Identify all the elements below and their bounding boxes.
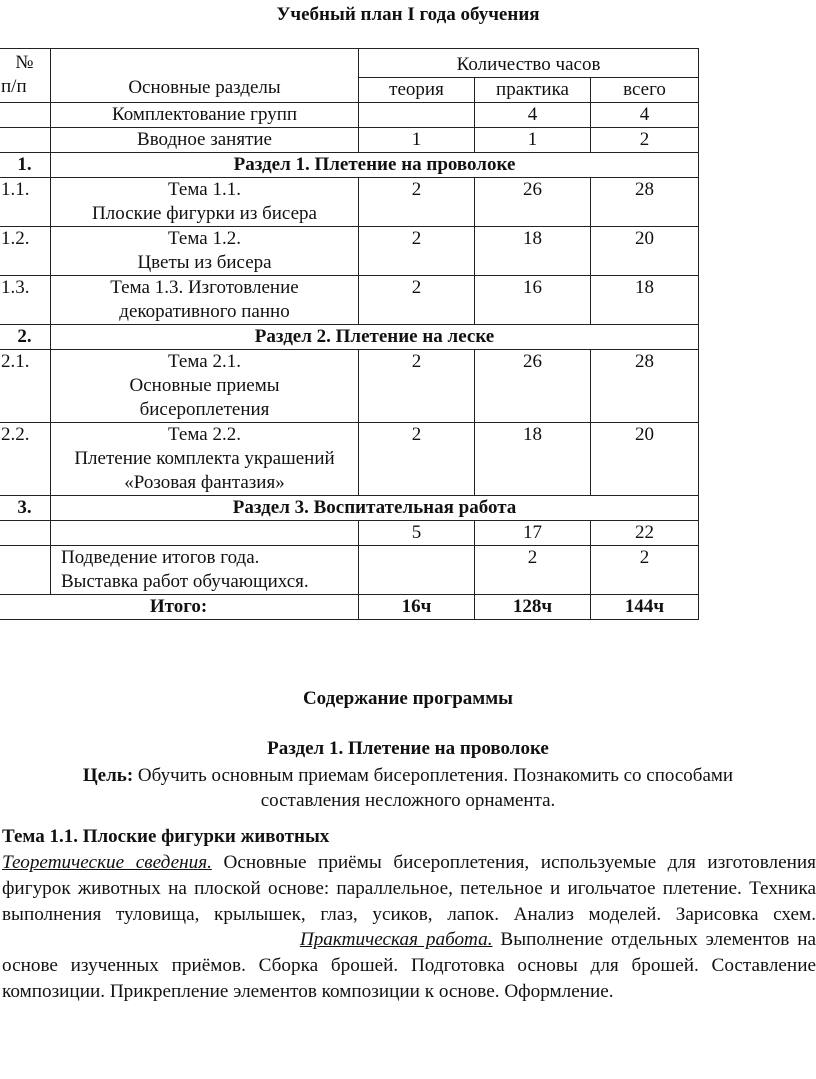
theory-label: Теоретические сведения. [2, 852, 212, 873]
section-row [0, 325, 699, 350]
table-row [0, 103, 699, 128]
row-total: 28 [591, 178, 699, 227]
practice-label: Практическая работа. [299, 929, 493, 951]
row-practice: 16 [475, 276, 591, 325]
table-row [0, 521, 699, 546]
row-practice: 4 [475, 103, 591, 128]
row-total: 18 [591, 276, 699, 325]
table-row [0, 128, 699, 153]
row-name: Тема 1.3. Изготовление декоративного панно [51, 276, 359, 325]
header-num: № п/п [0, 49, 51, 103]
total-theory: 16ч [359, 595, 475, 620]
row-name: Тема 1.1. Плоские фигурки из бисера [51, 178, 359, 227]
document-title: Учебный план I года обучения [276, 4, 540, 25]
curriculum-table [0, 48, 699, 620]
total-total: 144ч [591, 595, 699, 620]
section-num: 3. [0, 496, 51, 521]
row-total: 2 [591, 546, 699, 595]
row-theory: 2 [359, 350, 475, 423]
row-practice: 18 [475, 227, 591, 276]
table-row [0, 227, 699, 276]
practice-text: Выполнение отдельных элементов на основе изученных приёмов. Сборка брошей. Подготовка основы для брошей. Составление композиции. Прикрепление элементов композиции к основе. Оформление. [2, 929, 816, 1002]
row-practice: 1 [475, 128, 591, 153]
section-row [0, 153, 699, 178]
section-num: 1. [0, 153, 51, 178]
row-theory: 5 [359, 521, 475, 546]
row-total: 20 [591, 227, 699, 276]
topic-title: Тема 1.1. Плоские фигурки животных [2, 826, 330, 847]
row-total: 20 [591, 423, 699, 496]
goal-text: Обучить основным приемам бисероплетения. Познакомить со способами составления несложного орнамента. [133, 765, 734, 811]
row-num: 1.1. [0, 178, 51, 227]
section-title: Раздел 3. Воспитательная работа [51, 496, 699, 521]
header-hours: Количество часов [359, 49, 699, 78]
row-theory: 1 [359, 128, 475, 153]
table-row [0, 276, 699, 325]
topic-description [2, 850, 816, 1005]
row-num [0, 128, 51, 153]
table-row [0, 423, 699, 496]
row-name: Тема 2.2. Плетение комплекта украшений «Розовая фантазия» [51, 423, 359, 496]
row-practice: 18 [475, 423, 591, 496]
content-heading: Содержание программы [302, 688, 514, 709]
row-theory [359, 103, 475, 128]
total-label: Итого: [0, 595, 359, 620]
row-name: Подведение итогов года. Выставка работ обучающихся. [51, 546, 359, 595]
row-name: Комплектование групп [51, 103, 359, 128]
content-section-title: Раздел 1. Плетение на проволоке [267, 738, 549, 759]
row-name [51, 521, 359, 546]
row-theory [359, 546, 475, 595]
header-practice: практика [475, 78, 591, 103]
header-theory: теория [359, 78, 475, 103]
row-total: 4 [591, 103, 699, 128]
table-row [0, 350, 699, 423]
table-header-row [0, 49, 699, 78]
row-num [0, 521, 51, 546]
section-title: Раздел 2. Плетение на леске [51, 325, 699, 350]
header-total: всего [591, 78, 699, 103]
row-practice: 26 [475, 350, 591, 423]
section-row [0, 496, 699, 521]
row-theory: 2 [359, 227, 475, 276]
section-num: 2. [0, 325, 51, 350]
row-num: 2.1. [0, 350, 51, 423]
goal-label: Цель: [82, 765, 134, 786]
row-name: Тема 2.1. Основные приемы бисероплетения [51, 350, 359, 423]
goal-paragraph [40, 763, 776, 813]
row-total: 2 [591, 128, 699, 153]
header-sections: Основные разделы [51, 49, 359, 103]
row-num: 1.2. [0, 227, 51, 276]
total-row [0, 595, 699, 620]
row-num: 2.2. [0, 423, 51, 496]
row-theory: 2 [359, 178, 475, 227]
row-theory: 2 [359, 423, 475, 496]
row-practice: 2 [475, 546, 591, 595]
row-practice: 26 [475, 178, 591, 227]
row-total: 22 [591, 521, 699, 546]
row-num: 1.3. [0, 276, 51, 325]
row-name: Вводное занятие [51, 128, 359, 153]
table-row [0, 546, 699, 595]
theory-text: Основные приёмы бисероплетения, используемые для изготовления фигурок животных на плоской основе: параллельное, петельное и игольчатое плетение. Техника выполнения туловища, крылышек, глаз, усиков, лапок. Анализ моделей. Зарисовка схем. [2, 852, 816, 925]
row-num [0, 103, 51, 128]
table-row [0, 178, 699, 227]
row-theory: 2 [359, 276, 475, 325]
section-title: Раздел 1. Плетение на проволоке [51, 153, 699, 178]
row-total: 28 [591, 350, 699, 423]
row-name: Тема 1.2. Цветы из бисера [51, 227, 359, 276]
row-num [0, 546, 51, 595]
row-practice: 17 [475, 521, 591, 546]
total-practice: 128ч [475, 595, 591, 620]
